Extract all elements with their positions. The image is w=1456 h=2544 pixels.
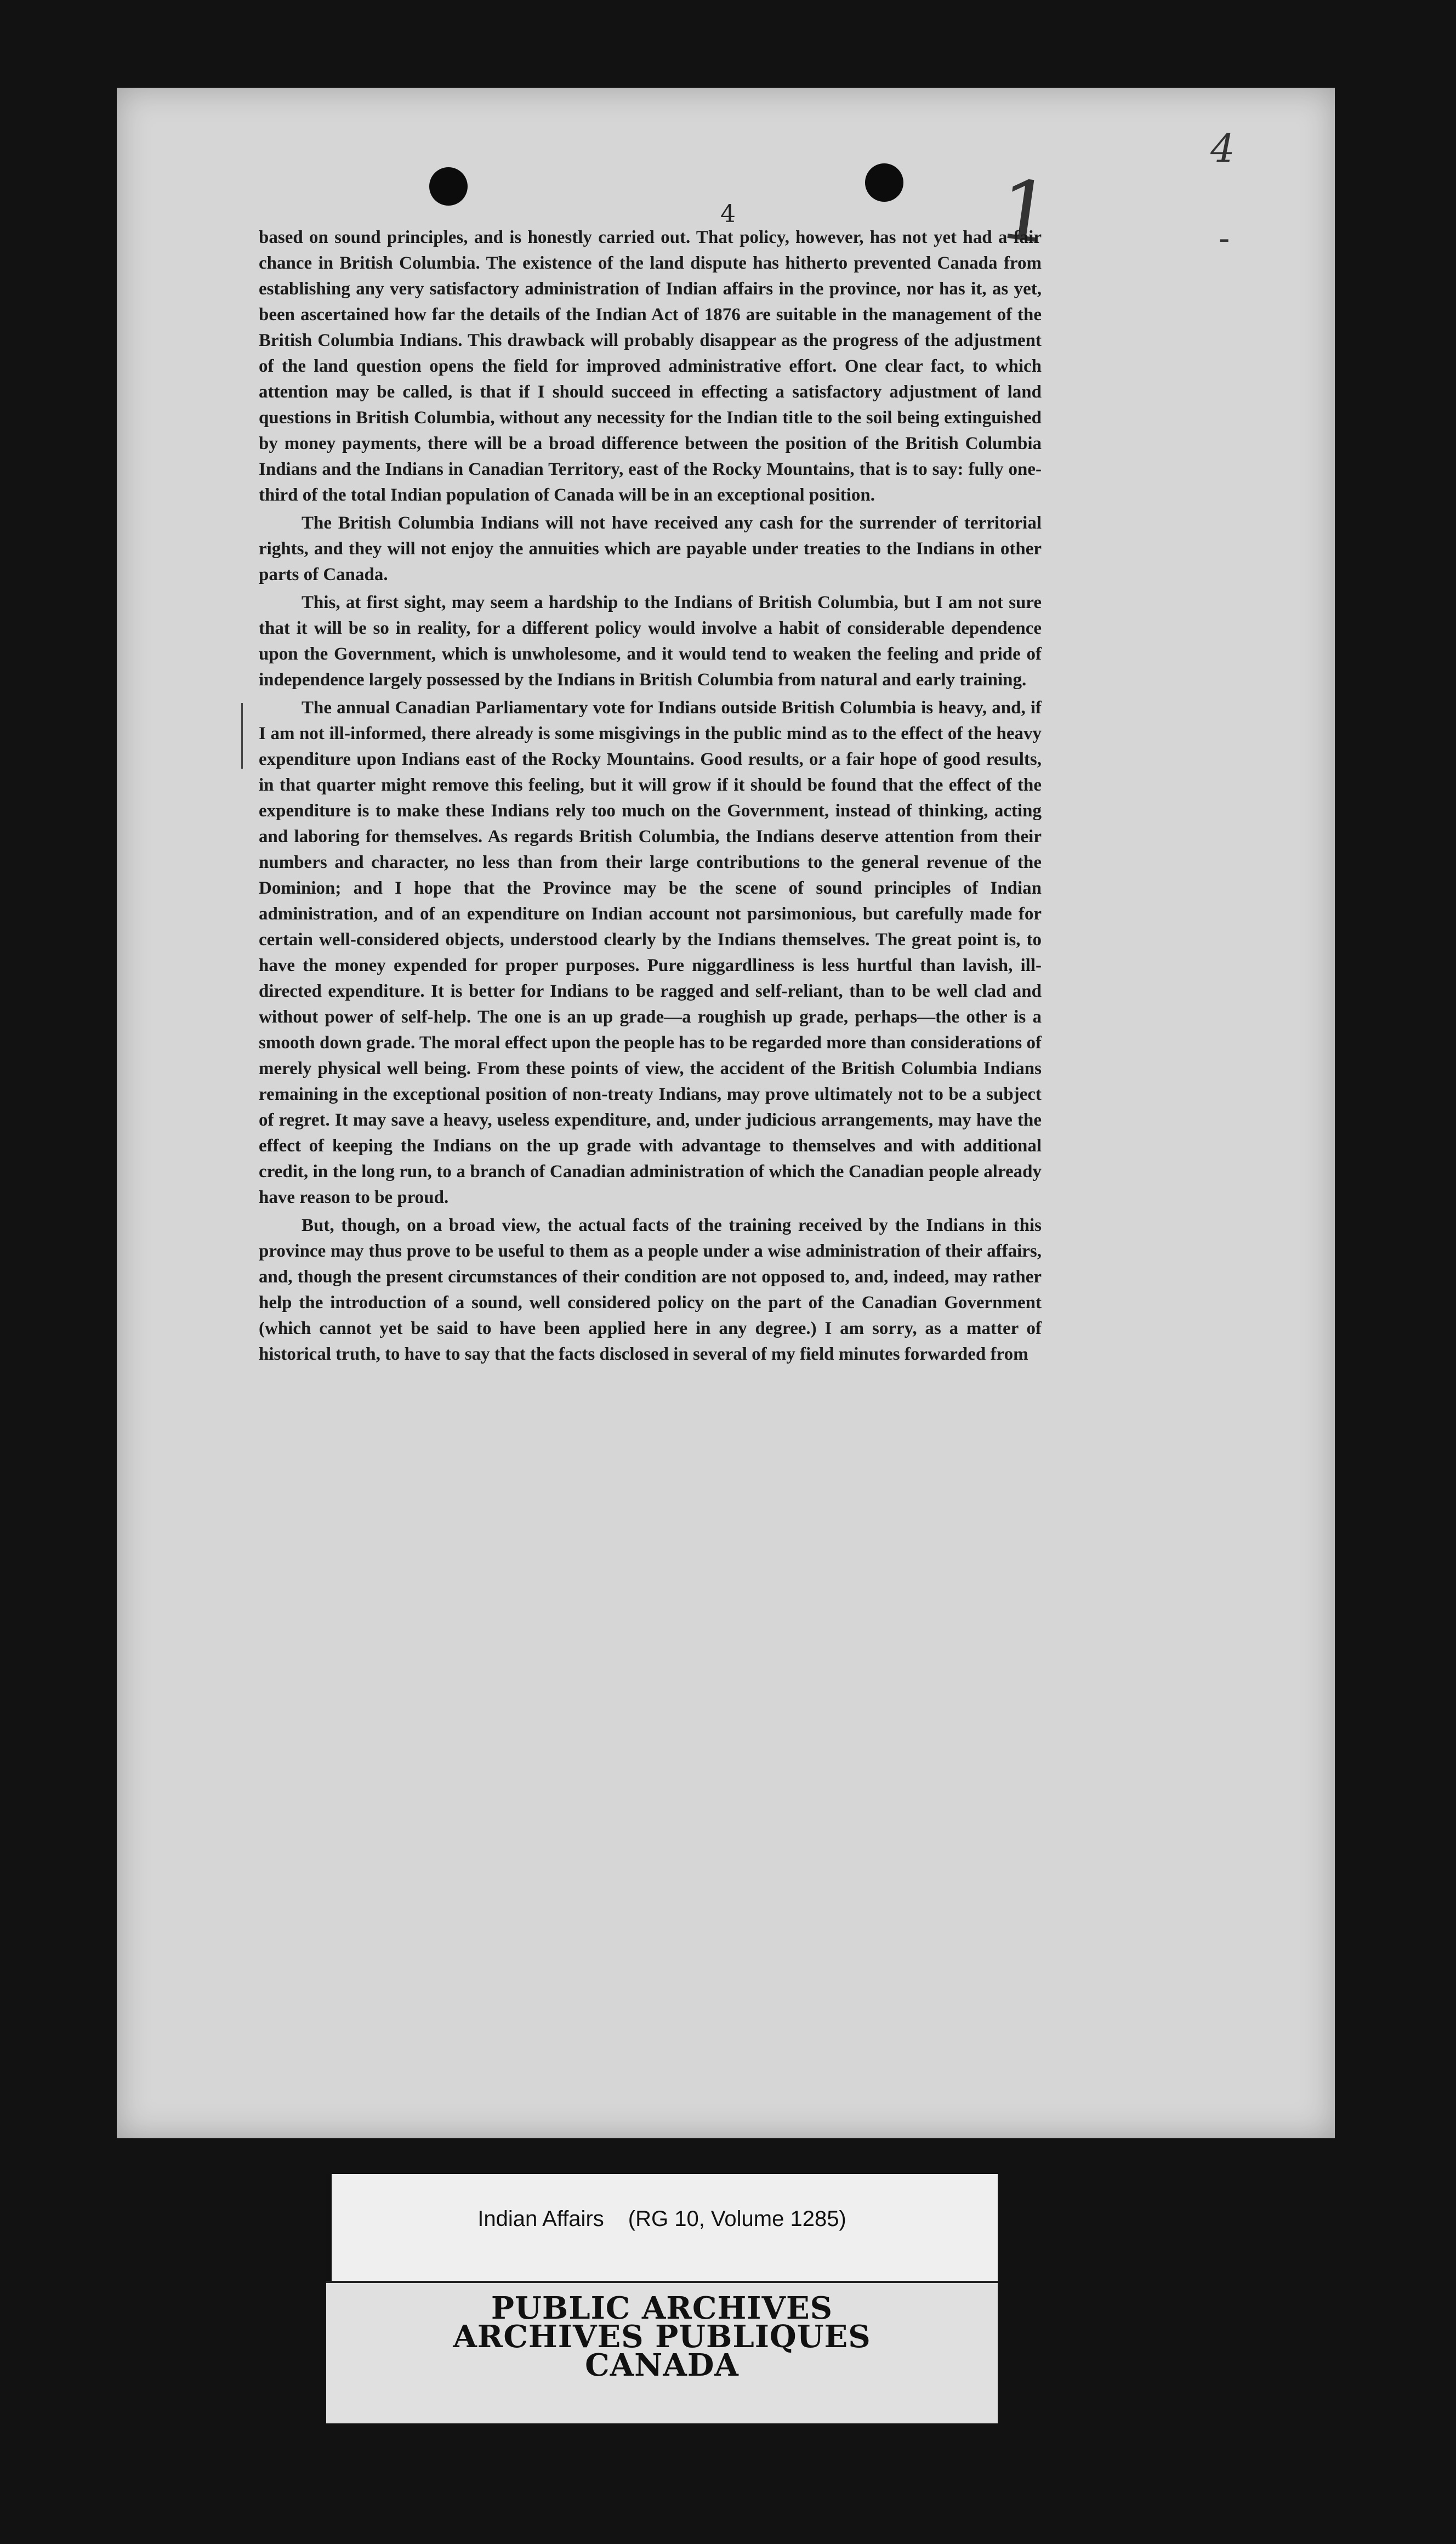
collection-name: Indian Affairs <box>477 2207 604 2231</box>
archive-name-french: ARCHIVES PUBLIQUES <box>453 2319 871 2355</box>
volume-reference: (RG 10, Volume 1285) <box>628 2207 846 2231</box>
body-text <box>259 225 1042 1370</box>
page-number: 4 <box>720 200 736 228</box>
handwritten-mark-1: 1 <box>993 161 1059 263</box>
paragraph-1: based on sound principles, and is honestly carried out. That policy, however, has not yet had a fair chance in British Columbia. The existence of the land dispute has hitherto prevented Canada from establishing any very satisfactory administration of Indian affairs in the province, nor has it, as yet, been ascertained how far the details of the Indian Act of 1876 are suitable in the management of the British Columbia Indians. This drawback will probably disappear as the progress of the adjustment of the land question opens the field for improved administrative effort. One clear fact, to which attention may be called, is that if I should succeed in effecting a satisfactory adjustment of land questions in British Columbia, without any necessity for the Indian title to the soil being extinguished by money payments, there will be a broad difference between the position of the British Columbia Indians and the Indians in Canadian Territory, east of the Rocky Mountains, that is to say: fully one-third of the total Indian population of Canada will be in an exceptional position. <box>259 228 1042 505</box>
archive-country: CANADA <box>585 2347 739 2383</box>
archive-reference-strip <box>326 2174 998 2283</box>
paragraph-2: The British Columbia Indians will not have received any cash for the surrender of territorial rights, and they will not enjoy the annuities which are payable under treaties to the Indians in other parts of Canada. <box>259 513 1042 584</box>
paragraph-5: But, though, on a broad view, the actual facts of the training received by the Indians in this province may thus prove to be useful to them as a people under a wise administration of their affairs, and, though the present circumstances of their condition are not opposed to, and, indeed, may rather help the introduction of a sound, well considered policy on the part of the Canadian Government (which cannot yet be said to have been applied here in any degree.) I am sorry, as a matter of historical truth, to have to say that the facts disclosed in several of my field minutes forwarded from <box>259 1216 1042 1364</box>
archive-reference-line <box>326 2207 998 2231</box>
margin-line <box>241 703 243 769</box>
paragraph-3: This, at first sight, may seem a hardship to the Indians of British Columbia, but I am not sure that it will be so in reality, for a different policy would involve a habit of considerable dependence upon the Government, which is unwholesome, and it would tend to weaken the feeling and pride of independence largely possessed by the Indians in British Columbia from natural and early training. <box>259 593 1042 690</box>
handwritten-dash: - <box>1219 219 1230 258</box>
punch-hole-right <box>865 163 903 202</box>
archive-label <box>326 2174 998 2423</box>
archive-name-english: PUBLIC ARCHIVES <box>491 2290 833 2326</box>
handwritten-mark-4: 4 <box>1210 126 1235 171</box>
paragraph-4: The annual Canadian Parliamentary vote for Indians outside British Columbia is heavy, and, if I am not ill-informed, there already is some misgivings in the public mind as to the effect of the heavy expenditure upon Indians east of the Rocky Mountains. Good results, or a fair hope of good results, in that quarter might remove this feeling, but it will grow if it should be found that the effect of the expenditure is to make these Indians rely too much on the Government, instead of thinking, acting and laboring for themselves. As regards British Columbia, the Indians deserve attention from their numbers and character, no less than from their large contributions to the general revenue of the Dominion; and I hope that the Province may be the scene of sound principles of Indian administration, and of an expenditure on Indian account not parsimonious, but carefully made for certain well-considered objects, understood clearly by the Indians themselves. The great point is, to have the money expended for proper purposes. Pure niggardliness is less hurtful than lavish, ill-directed expenditure. It is better for Indians to be ragged and self-reliant, than to be well clad and without power of self-help. The one is an up grade—a roughish up grade, perhaps—the other is a smooth down grade. The moral effect upon the people has to be regarded more than considerations of merely physical well being. From these points of view, the accident of the British Columbia Indians remaining in the exceptional position of non-treaty Indians, may prove ultimately not to be a subject of regret. It may save a heavy, useless expenditure, and, under judicious arrangements, may have the effect of keeping the Indians on the up grade with advantage to themselves and with additional credit, in the long run, to a branch of Canadian administration of which the Canadian people already have reason to be proud. <box>259 698 1042 1207</box>
